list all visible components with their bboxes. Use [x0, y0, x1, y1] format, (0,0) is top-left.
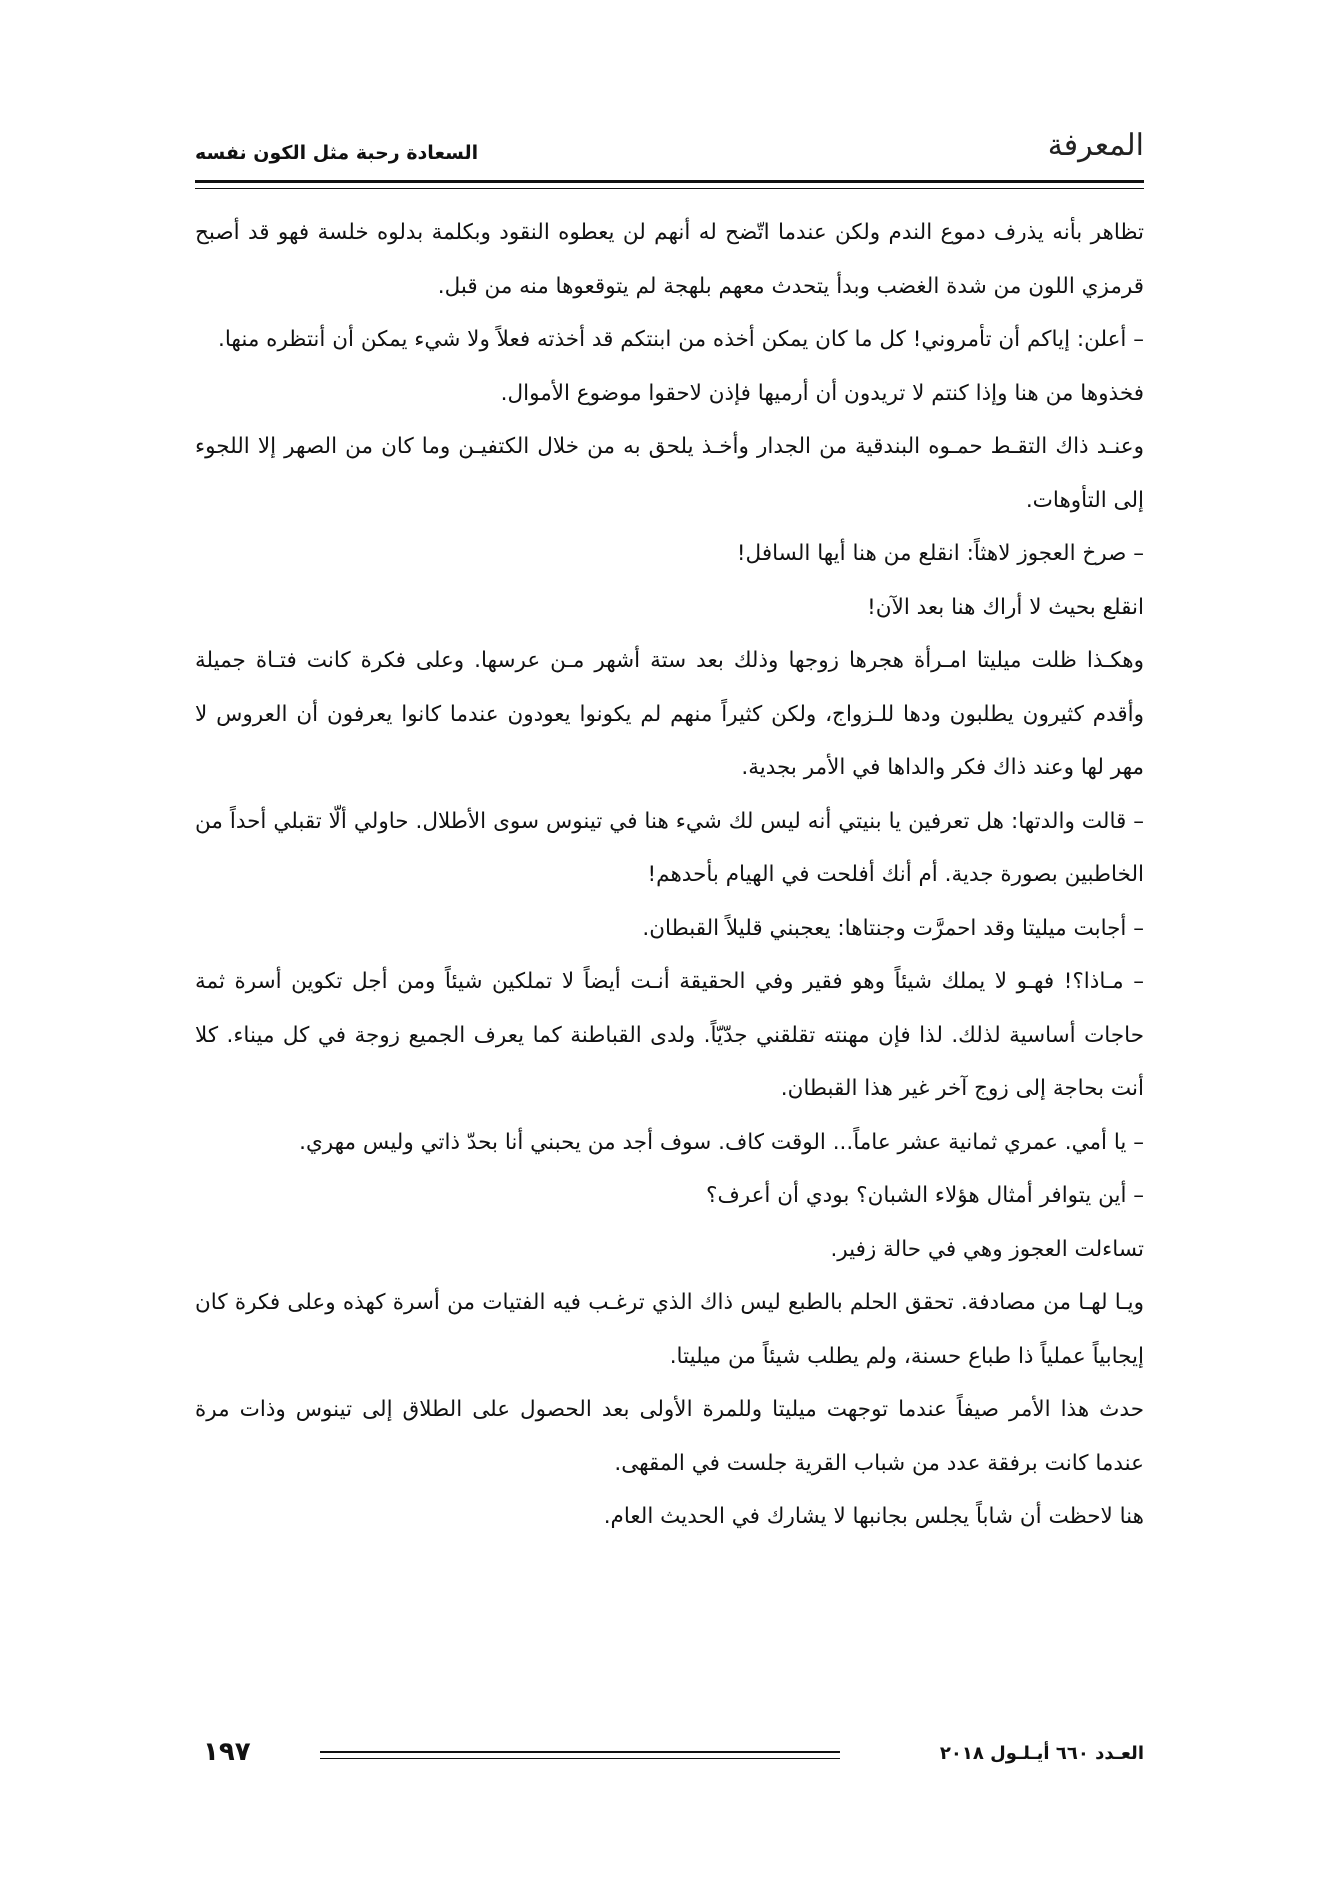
paragraph: – صرخ العجوز لاهثاً: انقلع من هنا أيها السافل!	[736, 541, 1144, 566]
paragraph: حدث هذا الأمر صيفاً عندما توجهت ميليتا وللمرة الأولى بعد الحصول على الطلاق إلى تينوس وذات مرة عندما كانت برفقة عدد من شباب القرية جلست في المقهى.	[195, 1397, 1144, 1476]
paragraph: – قالت والدتها: هل تعرفين يا بنيتي أنه ليس لك شيء هنا في تينوس سوى الأطلال. حاولي ألّا تقبلي أحداً من الخاطبين بصورة جدية. أم أنك أفلحت في الهيام بأحدهم!	[195, 808, 1144, 887]
running-title: السعادة رحبة مثل الكون نفسه	[195, 142, 479, 164]
paragraph: – أجابت ميليتا وقد احمرَّت وجنتاها: يعجبني قليلاً القبطان.	[642, 915, 1144, 941]
footer-rule-thin	[320, 1758, 840, 1759]
paragraph: – أين يتوافر أمثال هؤلاء الشبان؟ بودي أن أعرف؟	[706, 1183, 1144, 1208]
paragraph: وهكـذا ظلت ميليتا امـرأة هجرها زوجها وذلك بعد ستة أشهر مـن عرسها. وعلى فكرة كانت فتـاة جميلة وأقدم كثيرون يطلبون ودها للـزواج، ولكن كثيراً منهم لم يكونوا يعودون عندما كانوا يعرفون أن العروس لا مهر لها وعند ذاك فكر والداها في الأمر بجدية.	[195, 648, 1144, 780]
header-rule-thick	[195, 180, 1144, 183]
page-footer	[195, 1737, 1144, 1773]
paragraph: – يا أمي. عمري ثمانية عشر عاماً... الوقت كاف. سوف أجد من يحبني أنا بحدّ ذاتي وليس مهري.	[299, 1129, 1144, 1155]
paragraph: – مـاذا؟! فهـو لا يملك شيئاً وهو فقير وفي الحقيقة أنـت أيضاً لا تملكين شيئاً ومن أجل تكوين أسرة ثمة حاجات أساسية لذلك. لذا فإن مهنته تقلقني جدّيّاً. ولدى القباطنة كما يعرف الجميع زوجة في كل ميناء. كلا أنت بحاجة إلى زوج آخر غير هذا القبطان.	[195, 969, 1144, 1101]
footer-rule-thick	[320, 1751, 840, 1753]
paragraph: انقلع بحيث لا أراك هنا بعد الآن!	[867, 594, 1144, 620]
paragraph: تظاهر بأنه يذرف دموع الندم ولكن عندما اتّضح له أنهم لن يعطوه النقود وبكلمة بدلوه خلسة فهو قد أصبح قرمزي اللون من شدة الغضب وبدأ يتحدث معهم بلهجة لم يتوقعوها منه من قبل.	[195, 220, 1144, 299]
issue-info: العـدد ٦٦٠ أيـلـول ٢٠١٨	[939, 1743, 1144, 1764]
paragraph: – أعلن: إياكم أن تأمروني! كل ما كان يمكن أخذه من ابنتكم قد أخذته فعلاً ولا شيء يمكن أن أنتظره منها.	[218, 327, 1144, 352]
magazine-logo: المعرفة	[1047, 128, 1144, 163]
paragraph: تساءلت العجوز وهي في حالة زفير.	[830, 1236, 1144, 1262]
paragraph: وعنـد ذاك التقـط حمـوه البندقية من الجدار وأخـذ يلحق به من خلال الكتفيـن وما كان من الصهر إلا اللجوء إلى التأوهات.	[195, 434, 1144, 513]
paragraph: فخذوها من هنا وإذا كنتم لا تريدون أن أرميها فإذن لاحقوا موضوع الأموال.	[500, 380, 1144, 406]
paragraph: ويـا لهـا من مصادفة. تحقق الحلم بالطبع ليس ذاك الذي ترغـب فيه الفتيات من أسرة كهذه وعلى فكرة كان إيجابياً عملياً ذا طباع حسنة، ولم يطلب شيئاً من ميليتا.	[195, 1290, 1144, 1369]
paragraph: هنا لاحظت أن شاباً يجلس بجانبها لا يشارك في الحديث العام.	[603, 1504, 1144, 1529]
page-header	[195, 120, 1144, 164]
header-rule-thin	[195, 188, 1144, 189]
article-body	[195, 206, 1144, 1544]
page-number: ١٩٧	[203, 1737, 251, 1767]
